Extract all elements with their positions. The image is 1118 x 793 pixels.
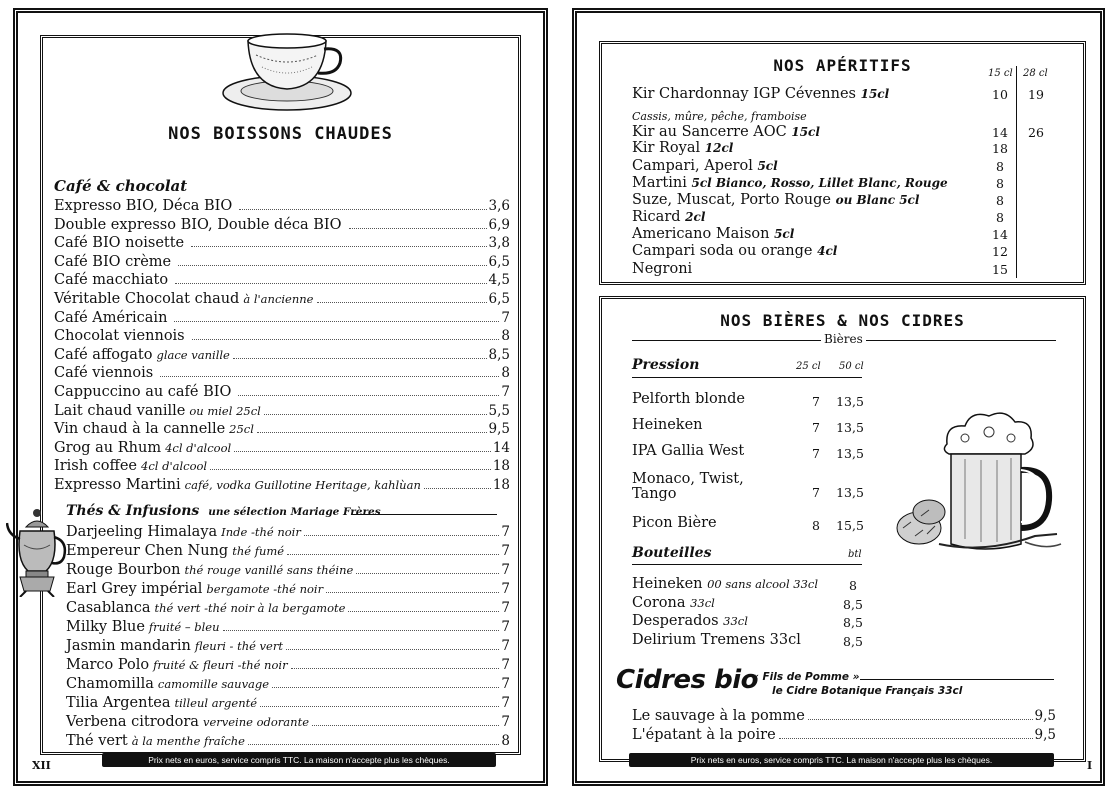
menu-item-row <box>54 311 510 326</box>
item-price: 3,6 <box>488 198 510 214</box>
menu-item-row <box>54 273 510 288</box>
item-name: Café BIO crème <box>54 253 172 270</box>
bouteilles-col-header: btl <box>848 549 862 560</box>
bouteille-price: 8,5 <box>843 615 863 630</box>
aperitif-item <box>632 158 778 174</box>
item-name: Milky Blue <box>66 619 145 635</box>
aperitif-item <box>632 140 733 156</box>
left-footer-note: Prix nets en euros, service compris TTC. La maison n'accepte plus les chèques. <box>102 753 496 767</box>
leader-dots <box>272 687 499 688</box>
pression-name: Monaco, Twist, <box>632 471 744 487</box>
menu-item-row <box>54 459 510 474</box>
item-name: Darjeeling Himalaya <box>66 524 218 540</box>
aperitif-name: Negroni <box>632 261 693 277</box>
beer-mug-illustration <box>885 404 1065 574</box>
left-page-number: XII <box>32 759 51 772</box>
item-name: Cappuccino au café BIO <box>54 384 232 400</box>
menu-item-row <box>66 525 510 540</box>
aperitif-item <box>632 86 889 102</box>
aperitif-price-28cl: 19 <box>1028 87 1044 102</box>
leader-dots <box>210 469 491 470</box>
bouteille-desc: 33cl <box>723 614 748 628</box>
item-description: 4cl d'alcool <box>165 440 232 455</box>
item-description: glace vanille <box>156 347 230 362</box>
leader-dots <box>291 668 500 669</box>
item-name: Le sauvage à la pomme <box>632 708 805 724</box>
item-price: 6,5 <box>488 291 510 307</box>
pression-name: IPA Gallia West <box>632 443 745 459</box>
menu-item-row <box>66 601 510 616</box>
aperitif-price-15cl: 8 <box>996 176 1004 191</box>
aperitifs-col1-header: 15 cl <box>988 68 1013 79</box>
pression-name: Pelforth blonde <box>632 391 745 407</box>
cidres-title: Cidres bio <box>616 665 758 695</box>
item-price: 8 <box>501 328 510 345</box>
item-price: 7 <box>501 600 510 616</box>
pression-item <box>632 392 745 407</box>
item-name: Marco Polo <box>66 657 150 673</box>
item-name: Véritable Chocolat chaud <box>54 291 240 307</box>
item-name: Lait chaud vanille <box>54 402 186 419</box>
item-price: 18 <box>492 458 510 475</box>
leader-dots <box>312 725 499 726</box>
tea-heading-rule <box>351 514 497 515</box>
cidre-rule <box>860 679 1054 680</box>
aperitif-size: 5cl <box>774 227 795 241</box>
hot-drinks-title: NOS BOISSONS CHAUDES <box>168 124 393 144</box>
item-name: Expresso Martini <box>54 477 181 493</box>
menu-item-row <box>66 696 510 711</box>
beers-title: NOS BIÈRES & NOS CIDRES <box>720 311 965 330</box>
aperitif-price-15cl: 8 <box>996 210 1004 225</box>
item-name: Vin chaud à la cannelle <box>54 421 226 438</box>
aperitifs-column-divider <box>1016 66 1017 278</box>
bouteille-name: Heineken <box>632 576 703 592</box>
item-price: 8 <box>501 733 510 749</box>
leader-dots <box>239 209 486 210</box>
item-price: 5,5 <box>488 402 510 419</box>
aperitif-price-15cl: 14 <box>992 125 1008 140</box>
aperitif-size: 5cl Bianco, Rosso, Lillet Blanc, Rouge <box>691 176 948 190</box>
item-description: fruité & fleuri -thé noir <box>153 658 288 672</box>
item-price: 7 <box>501 309 510 326</box>
item-price: 9,5 <box>1034 708 1056 724</box>
item-description: verveine odorante <box>202 715 309 729</box>
beers-box <box>599 296 1086 762</box>
item-price: 7 <box>501 543 510 559</box>
item-name: Earl Grey impérial <box>66 581 203 597</box>
cidre-description: le Cidre Botanique Français 33cl <box>772 685 963 697</box>
aperitifs-col2-header: 28 cl <box>1023 68 1048 79</box>
leader-dots <box>304 535 500 536</box>
leader-dots <box>779 738 1033 739</box>
item-name: Rouge Bourbon <box>66 562 181 578</box>
bouteille-price: 8 <box>849 578 857 593</box>
leader-dots <box>192 339 500 340</box>
aperitif-item <box>632 226 794 242</box>
menu-item-row <box>54 404 510 419</box>
aperitif-name: Campari soda ou orange <box>632 243 813 259</box>
pression-item <box>632 444 744 459</box>
item-description: tilleul argenté <box>174 696 258 710</box>
item-price: 7 <box>501 714 510 730</box>
item-description: fruité – bleu <box>148 620 220 634</box>
bouteille-item <box>632 596 715 611</box>
aperitif-size: 2cl <box>685 210 706 224</box>
item-price: 8,5 <box>488 346 510 363</box>
leader-dots <box>175 283 486 284</box>
leader-dots <box>349 228 487 229</box>
aperitif-price-15cl: 15 <box>992 262 1008 277</box>
item-price: 4,5 <box>488 272 510 289</box>
aperitif-name: Kir Chardonnay IGP Cévennes <box>632 86 856 102</box>
item-name: Empereur Chen Nung <box>66 543 229 559</box>
beers-divider-right <box>866 340 1056 341</box>
item-price: 14 <box>492 439 510 456</box>
pression-rule <box>632 377 862 378</box>
leader-dots <box>191 246 486 247</box>
pression-price-50cl: 13,5 <box>836 446 864 461</box>
item-price: 7 <box>501 524 510 540</box>
item-description: café, vodka Guillotine Heritage, kahlùan <box>184 478 421 492</box>
bouteille-name: Desperados <box>632 613 719 629</box>
item-name: Grog au Rhum <box>54 439 162 456</box>
menu-item-row <box>66 639 510 654</box>
bouteille-price: 8,5 <box>843 633 863 649</box>
teapot-illustration <box>6 505 68 597</box>
leader-dots <box>348 611 499 612</box>
tea-category-heading: Thés & Infusions une sélection Mariage Frères <box>66 503 381 519</box>
leader-dots <box>223 630 500 631</box>
item-price: 6,9 <box>488 216 510 233</box>
item-price: 7 <box>501 638 510 654</box>
item-name: Chamomilla <box>66 676 154 692</box>
menu-item-row <box>66 582 510 597</box>
aperitif-size: 12cl <box>704 141 734 155</box>
aperitif-name: Kir au Sancerre AOC <box>632 124 787 140</box>
cidre-brand: « Fils de Pomme » <box>752 671 860 683</box>
aperitif-size: ou Blanc 5cl <box>835 193 920 207</box>
leader-dots <box>260 706 499 707</box>
pression-price-25cl: 7 <box>812 394 820 409</box>
aperitif-name: Americano Maison <box>632 226 770 242</box>
pression-item <box>632 472 744 502</box>
menu-item-row <box>66 544 510 559</box>
item-price: 7 <box>501 676 510 692</box>
item-price: 7 <box>501 695 510 711</box>
item-name: Irish coffee <box>54 458 137 475</box>
item-description: ou miel 25cl <box>189 403 261 418</box>
right-menu-page <box>572 8 1105 786</box>
menu-item-row <box>54 478 510 493</box>
bouteille-name: Corona <box>632 594 686 611</box>
leader-dots <box>326 592 499 593</box>
aperitif-price-15cl: 18 <box>992 141 1008 156</box>
item-description: 25cl <box>229 422 254 437</box>
item-price: 7 <box>501 562 510 578</box>
menu-item-row <box>54 348 510 363</box>
pression-name: Heineken <box>632 417 703 433</box>
item-name: Verbena citrodora <box>66 714 199 730</box>
item-name: Chocolat viennois <box>54 328 185 345</box>
bouteilles-heading: Bouteilles <box>632 545 712 561</box>
aperitif-item <box>632 192 919 208</box>
aperitif-name: Suze, Muscat, Porto Rouge <box>632 192 831 208</box>
pression-price-25cl: 8 <box>812 518 820 533</box>
menu-item-row <box>66 620 510 635</box>
bouteille-item <box>632 614 748 629</box>
beers-divider-label: Bières <box>824 332 863 346</box>
aperitif-name: Kir Royal <box>632 140 701 156</box>
item-name: Café macchiato <box>54 272 169 289</box>
pression-item <box>632 516 717 531</box>
item-description: thé vert -thé noir à la bergamote <box>154 601 346 615</box>
aperitif-item <box>632 261 692 277</box>
bouteille-item <box>632 633 801 648</box>
pression-price-25cl: 7 <box>812 485 820 500</box>
aperitif-price-28cl: 26 <box>1028 125 1044 140</box>
leader-dots <box>356 573 499 574</box>
pression-price-50cl: 15,5 <box>836 518 864 533</box>
bouteille-desc: 33cl <box>690 595 715 610</box>
item-name: Café BIO noisette <box>54 235 185 252</box>
aperitif-name: Campari, Aperol <box>632 158 753 174</box>
bouteille-desc: 00 sans alcool 33cl <box>707 577 819 591</box>
menu-item-row <box>54 441 510 456</box>
leader-dots <box>257 432 487 433</box>
item-name: Café affogato <box>54 346 153 363</box>
menu-item-row <box>66 715 510 730</box>
menu-item-row <box>66 563 510 578</box>
item-description: 4cl d'alcool <box>141 459 208 474</box>
leader-dots <box>174 321 499 322</box>
aperitif-size: 5cl <box>757 159 778 173</box>
bouteilles-rule <box>632 564 862 565</box>
beers-divider-left <box>632 340 821 341</box>
pression-name: Picon Bière <box>632 515 717 531</box>
pression-price-50cl: 13,5 <box>836 420 864 435</box>
pression-name-line2: Tango <box>632 486 677 503</box>
aperitifs-title: NOS APÉRITIFS <box>773 56 912 75</box>
menu-item-row <box>54 366 510 381</box>
pression-col1-header: 25 cl <box>796 361 821 372</box>
pression-heading: Pression <box>632 357 700 373</box>
item-price: 3,8 <box>488 235 510 252</box>
leader-dots <box>286 649 499 650</box>
aperitifs-box <box>599 41 1086 285</box>
right-footer-note: Prix nets en euros, service compris TTC. La maison n'accepte plus les chèques. <box>629 753 1054 767</box>
item-name: Café Américain <box>54 309 168 326</box>
aperitif-item <box>632 124 820 140</box>
leader-dots <box>317 302 487 303</box>
item-description: à l'ancienne <box>243 292 314 306</box>
bouteille-name: Delirium Tremens 33cl <box>632 631 801 648</box>
aperitif-size: 15cl <box>791 125 820 139</box>
menu-item-row <box>66 677 510 692</box>
pression-price-50cl: 13,5 <box>836 485 864 500</box>
menu-item-row <box>632 709 1056 724</box>
item-price: 7 <box>501 657 510 673</box>
item-name: Double expresso BIO, Double déca BIO <box>54 216 342 233</box>
item-price: 7 <box>501 384 510 400</box>
menu-item-row <box>66 658 510 673</box>
aperitif-price-15cl: 14 <box>992 227 1008 242</box>
item-price: 7 <box>501 619 510 635</box>
item-name: Casablanca <box>66 600 151 616</box>
aperitif-price-15cl: 10 <box>992 87 1008 102</box>
item-description: fleuri - thé vert <box>194 639 283 653</box>
item-description: thé fumé <box>232 544 285 558</box>
leader-dots <box>178 265 486 266</box>
item-name: Expresso BIO, Déca BIO <box>54 198 233 214</box>
item-name: Jasmin mandarin <box>66 638 191 654</box>
leader-dots <box>160 376 499 377</box>
leader-dots <box>234 451 491 452</box>
leader-dots <box>264 414 487 415</box>
item-description: thé rouge vanillé sans théine <box>184 563 354 577</box>
pression-col2-header: 50 cl <box>839 361 864 372</box>
item-description: camomille sauvage <box>157 677 270 691</box>
pression-price-50cl: 13,5 <box>836 394 864 409</box>
left-menu-page <box>13 8 548 786</box>
menu-item-row <box>54 385 510 400</box>
menu-item-row <box>54 292 510 307</box>
leader-dots <box>233 358 487 359</box>
menu-item-row <box>54 422 510 437</box>
bouteille-item <box>632 577 818 592</box>
pression-item <box>632 418 703 433</box>
item-name: Thé vert <box>66 733 128 749</box>
menu-item-row <box>66 734 510 749</box>
aperitif-name: Martini <box>632 175 687 191</box>
kir-note: Cassis, mûre, pêche, framboise <box>632 110 807 123</box>
leader-dots <box>248 744 499 745</box>
tea-category-subtitle: une sélection Mariage Frères <box>208 506 381 518</box>
pression-price-25cl: 7 <box>812 420 820 435</box>
aperitif-name: Ricard <box>632 209 681 225</box>
menu-item-row <box>54 218 510 233</box>
bouteille-price: 8,5 <box>843 596 863 612</box>
aperitif-price-15cl: 12 <box>992 244 1008 259</box>
menu-item-row <box>54 236 510 251</box>
leader-dots <box>238 395 499 396</box>
coffee-cup-illustration <box>220 29 354 115</box>
aperitif-size: 15cl <box>860 87 890 101</box>
item-name: Café viennois <box>54 365 154 382</box>
pression-price-25cl: 7 <box>812 446 820 461</box>
item-price: 8 <box>501 365 510 382</box>
item-description: Inde -thé noir <box>221 525 301 539</box>
item-price: 9,5 <box>488 421 510 438</box>
aperitif-price-15cl: 8 <box>996 159 1004 174</box>
menu-item-row <box>632 728 1056 743</box>
menu-item-row <box>54 255 510 270</box>
item-name: Tilia Argentea <box>66 695 171 711</box>
item-price: 7 <box>501 581 510 597</box>
cafe-category-heading: Café & chocolat <box>54 177 188 195</box>
item-price: 18 <box>492 477 510 493</box>
right-page-number: I <box>1087 759 1093 772</box>
item-description: bergamote -thé noir <box>206 582 324 596</box>
menu-item-row <box>54 199 510 214</box>
aperitif-item <box>632 175 948 191</box>
aperitif-size: 4cl <box>817 244 838 258</box>
item-price: 9,5 <box>1034 726 1056 743</box>
item-price: 6,5 <box>488 253 510 270</box>
aperitif-item <box>632 209 705 225</box>
aperitif-item <box>632 243 837 259</box>
item-name: L'épatant à la poire <box>632 726 776 743</box>
leader-dots <box>424 488 491 489</box>
item-description: à la menthe fraîche <box>131 734 245 748</box>
aperitif-price-15cl: 8 <box>996 193 1004 208</box>
leader-dots <box>287 554 499 555</box>
menu-item-row <box>54 329 510 344</box>
leader-dots <box>808 719 1033 720</box>
